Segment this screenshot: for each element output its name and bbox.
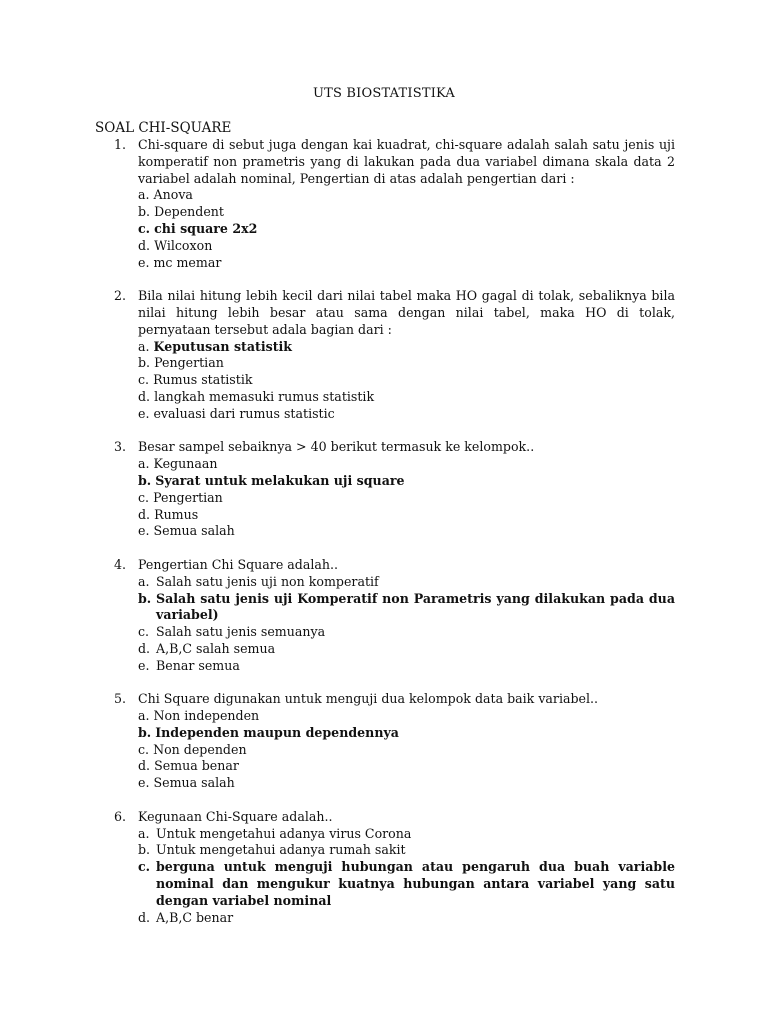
answer-option [138,473,675,490]
option-letter: b. [138,355,151,371]
answer-option [138,372,675,389]
answer-option [138,859,675,909]
option-text: Rumus statistik [153,372,253,388]
option-letter: c. [138,220,151,236]
option-letter: e. [138,657,150,673]
question-item [95,439,675,540]
option-text: A,B,C benar [156,909,234,925]
question-number: 6. [114,808,127,824]
question-text: Kegunaan Chi-Square adalah.. [138,808,333,824]
answer-option [138,591,675,625]
option-letter: b. [138,590,152,606]
option-list [138,187,675,271]
answer-option [138,826,675,843]
option-letter: a. [138,708,150,724]
option-text: A,B,C salah semua [156,640,276,656]
option-text: evaluasi dari rumus statistic [153,405,335,421]
option-list [138,339,675,423]
option-letter: e. [138,254,150,270]
option-letter: a. [138,187,150,203]
answer-option [138,406,675,423]
option-letter: b. [138,472,152,488]
option-text: Salah satu jenis uji Komperatif non Parametris yang dilakukan pada dua variabel) [156,590,675,623]
answer-option [138,842,675,859]
answer-option [138,238,675,255]
question-item [95,137,675,271]
document-title: UTS BIOSTATISTIKA [312,86,456,101]
option-text: Syarat untuk melakukan uji square [155,472,405,488]
question-item [95,288,675,422]
option-text: chi square 2x2 [154,220,258,236]
question-number: 4. [114,556,127,572]
option-letter: d. [138,506,151,522]
answer-option [138,725,675,742]
option-text: mc memar [153,254,222,270]
option-letter: a. [138,825,150,841]
option-letter: d. [138,388,151,404]
option-text: Salah satu jenis uji non komperatif [156,573,379,589]
question-text: Bila nilai hitung lebih kecil dari nilai tabel maka HO gagal di tolak, sebaliknya bila nilai hitung lebih besar atau sama dengan nilai tabel, maka HO di tolak, pernyataan tersebut adala bagian dari : [138,288,675,337]
option-letter: e. [138,775,150,791]
option-text: Semua salah [153,523,235,539]
answer-option [138,389,675,406]
option-list [138,826,675,927]
answer-option [138,456,675,473]
option-text: Untuk mengetahui adanya virus Corona [156,825,412,841]
option-letter: d. [138,909,151,925]
option-letter: a. [138,338,150,354]
answer-option [138,490,675,507]
option-letter: c. [138,859,151,875]
question-item [95,691,675,792]
option-list [138,574,675,675]
option-text: Anova [153,187,193,203]
answer-option [138,523,675,540]
answer-option [138,910,675,927]
option-text: Semua salah [153,775,235,791]
option-text: Wilcoxon [154,237,213,253]
option-letter: d. [138,237,151,253]
option-letter: c. [138,624,150,640]
answer-option [138,624,675,641]
option-letter: c. [138,741,150,757]
option-text: Independen maupun dependennya [155,724,399,740]
option-text: Pengertian [153,489,223,505]
option-text: Non dependen [153,741,247,757]
option-letter: b. [138,724,152,740]
option-text: berguna untuk menguji hubungan atau pengaruh dua buah variable nominal dan mengukur kuatnya hubungan antara variabel yang satu dengan variabel nominal [156,859,675,908]
option-text: Keputusan statistik [153,338,293,354]
question-text: Chi Square digunakan untuk menguji dua kelompok data baik variabel.. [138,691,599,707]
option-text: Benar semua [156,657,240,673]
option-text: langkah memasuki rumus statistik [154,388,375,404]
option-list [138,708,675,792]
option-text: Pengertian [154,355,224,371]
answer-option [138,742,675,759]
question-number: 1. [114,137,127,152]
option-letter: a. [138,456,150,472]
option-text: Dependent [154,204,224,220]
question-text: Chi-square di sebut juga dengan kai kuadrat, chi-square adalah salah satu jenis uji komperatif non prametris yang di lakukan pada dua variabel dimana skala data 2 variabel adalah nominal, Pengertian di atas adalah pengertian dari : [138,137,675,186]
option-text: Salah satu jenis semuanya [156,624,326,640]
option-text: Semua benar [154,758,239,774]
option-letter: c. [138,489,150,505]
section-heading: SOAL CHI-SQUARE [95,120,232,136]
option-letter: d. [138,758,151,774]
question-text: Besar sampel sebaiknya > 40 berikut termasuk ke kelompok.. [138,439,535,455]
answer-option [138,507,675,524]
option-text: Rumus [154,506,199,522]
option-text: Kegunaan [153,456,218,472]
answer-option [138,204,675,221]
answer-option [138,641,675,658]
option-list [138,456,675,540]
question-number: 2. [114,288,127,304]
answer-option [138,355,675,372]
question-item [95,557,675,675]
option-text: Non independen [153,708,260,724]
question-list [95,137,675,943]
option-letter: b. [138,842,151,858]
question-number: 3. [114,439,127,455]
answer-option [138,708,675,725]
option-text: Untuk mengetahui adanya rumah sakit [156,842,406,858]
option-letter: d. [138,640,151,656]
option-letter: e. [138,405,150,421]
question-number: 5. [114,691,127,707]
option-letter: e. [138,523,150,539]
option-letter: a. [138,573,150,589]
option-letter: c. [138,372,150,388]
answer-option [138,658,675,675]
question-text: Pengertian Chi Square adalah.. [138,556,339,572]
option-letter: b. [138,204,151,220]
answer-option [138,758,675,775]
question-item [95,809,675,927]
answer-option [138,574,675,591]
answer-option [138,339,675,356]
answer-option [138,187,675,204]
answer-option [138,255,675,272]
answer-option [138,221,675,238]
answer-option [138,775,675,792]
